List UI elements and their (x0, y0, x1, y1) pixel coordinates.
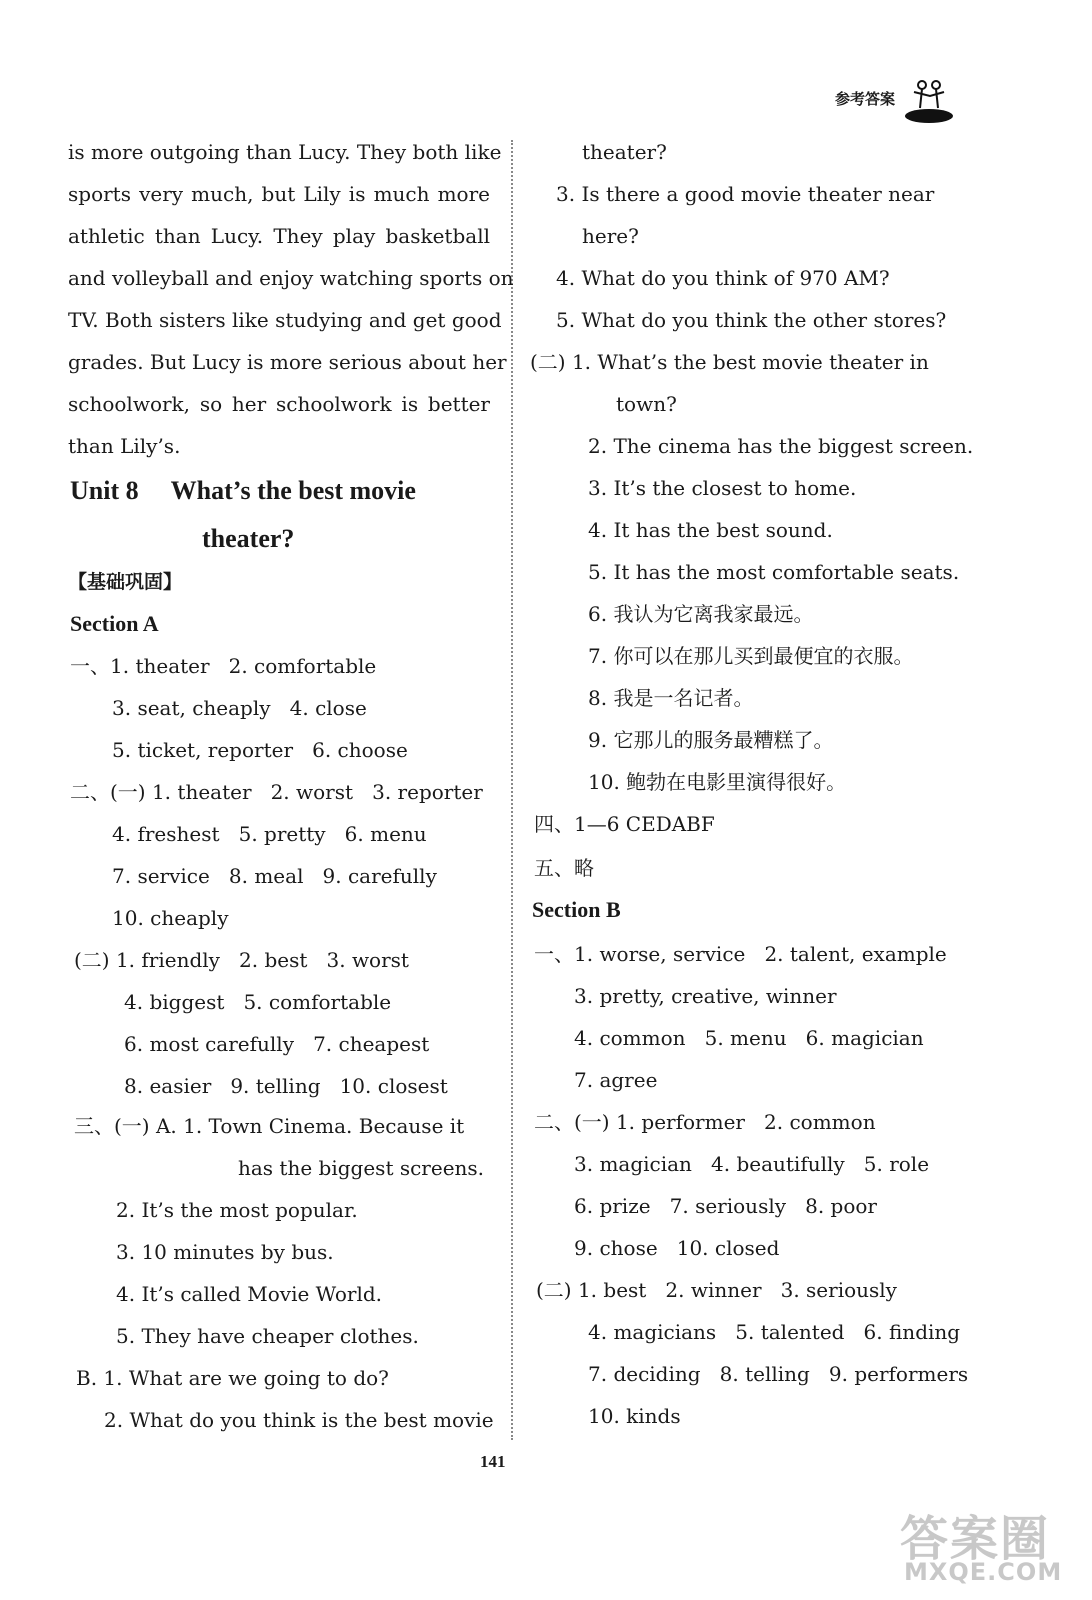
answer-line: 5. ticket, reporter 6. choose (112, 738, 408, 762)
section-b-heading: Section B (532, 897, 621, 922)
answer-line: 2. The cinema has the biggest screen. (588, 434, 974, 458)
answer-line: 5. What do you think the other stores? (556, 308, 947, 332)
answer-line: 10. 鲍勃在电影里演得很好。 (588, 770, 847, 794)
answer-line: 9. 它那儿的服务最糟糕了。 (588, 728, 834, 752)
answer-line: 五、略 (534, 856, 594, 880)
answer-line: town? (616, 392, 677, 416)
section-a-heading: Section A (70, 611, 159, 636)
passage-line: is more outgoing than Lucy. They both like (68, 140, 502, 164)
answer-line: 4. It’s called Movie World. (116, 1282, 383, 1306)
answer-line: (二) 1. What’s the best movie theater in (530, 350, 929, 374)
answer-line: 三、(一) A. 1. Town Cinema. Because it (74, 1114, 465, 1138)
watermark (900, 1500, 1075, 1590)
answer-line: 二、(一) 1. performer 2. common (534, 1110, 876, 1134)
answer-line: 3. seat, cheaply 4. close (112, 696, 367, 720)
answer-line: 4. It has the best sound. (588, 518, 833, 542)
answer-line: 6. 我认为它离我家最远。 (588, 602, 814, 626)
watermark-site: MXQE.COM (904, 1558, 1063, 1586)
answer-line: 4. common 5. menu 6. magician (574, 1026, 924, 1050)
answer-line: 二、(一) 1. theater 2. worst 3. reporter (70, 780, 483, 804)
answer-line: 9. chose 10. closed (574, 1236, 780, 1260)
answer-line: B. 1. What are we going to do? (76, 1366, 389, 1390)
answer-line: 7. agree (574, 1068, 658, 1092)
answer-line: 3. It’s the closest to home. (588, 476, 857, 500)
answer-line: 10. kinds (588, 1404, 681, 1428)
passage-line: TV. Both sisters like studying and get good (68, 308, 502, 332)
answer-line: 5. It has the most comfortable seats. (588, 560, 960, 584)
unit-title-cont: theater? (202, 524, 295, 553)
answer-line: 6. prize 7. seriously 8. poor (574, 1194, 877, 1218)
answer-line: 4. What do you think of 970 AM? (556, 266, 890, 290)
passage-line: than Lily’s. (68, 434, 181, 458)
answer-line: 8. easier 9. telling 10. closest (124, 1074, 448, 1098)
answer-line: has the biggest screens. (238, 1156, 485, 1180)
header-label: 参考答案 (835, 90, 896, 108)
watermark-main: 答案圈 (900, 1511, 1051, 1567)
answer-line: (二) 1. friendly 2. best 3. worst (74, 948, 409, 972)
unit-title: Unit 8 What’s the best movie (70, 476, 416, 505)
column-divider (511, 140, 513, 1440)
answer-line: 6. most carefully 7. cheapest (124, 1032, 430, 1056)
passage-line: athletic than Lucy. They play basketball (68, 224, 490, 248)
page-number: 141 (480, 1452, 506, 1471)
answer-line: 4. magicians 5. talented 6. finding (588, 1320, 961, 1344)
answer-line: 四、1—6 CEDABF (534, 812, 715, 836)
answer-line: 7. 你可以在那儿买到最便宜的衣服。 (588, 644, 914, 668)
answer-line: theater? (582, 140, 667, 164)
answer-line: 4. biggest 5. comfortable (124, 990, 392, 1014)
answer-line: 7. deciding 8. telling 9. performers (588, 1362, 969, 1386)
answer-line: 4. freshest 5. pretty 6. menu (112, 822, 427, 846)
answer-line: here? (582, 224, 639, 248)
answer-line: 3. pretty, creative, winner (574, 984, 837, 1008)
answer-line: 2. It’s the most popular. (116, 1198, 358, 1222)
answer-line: 一、1. theater 2. comfortable (70, 654, 377, 678)
answer-line: 7. service 8. meal 9. carefully (112, 864, 437, 888)
basics-heading: 【基础巩固】 (68, 571, 183, 593)
answer-line: 10. cheaply (112, 906, 229, 930)
answer-line: 8. 我是一名记者。 (588, 686, 754, 710)
answer-line: 5. They have cheaper clothes. (116, 1324, 419, 1348)
passage-line: grades. But Lucy is more serious about her (68, 350, 507, 374)
reading-figures-icon (904, 76, 954, 124)
passage-line: sports very much, but Lily is much more (68, 182, 490, 206)
answer-line: 3. 10 minutes by bus. (116, 1240, 334, 1264)
passage-line: and volleyball and enjoy watching sports on (68, 266, 514, 290)
answer-line: 一、1. worse, service 2. talent, example (534, 942, 947, 966)
answer-line: 3. Is there a good movie theater near (556, 182, 935, 206)
answer-line: 2. What do you think is the best movie (104, 1408, 494, 1432)
answer-line: 3. magician 4. beautifully 5. role (574, 1152, 930, 1176)
answer-line: (二) 1. best 2. winner 3. seriously (536, 1278, 897, 1302)
passage-line: schoolwork, so her schoolwork is better (68, 392, 490, 416)
